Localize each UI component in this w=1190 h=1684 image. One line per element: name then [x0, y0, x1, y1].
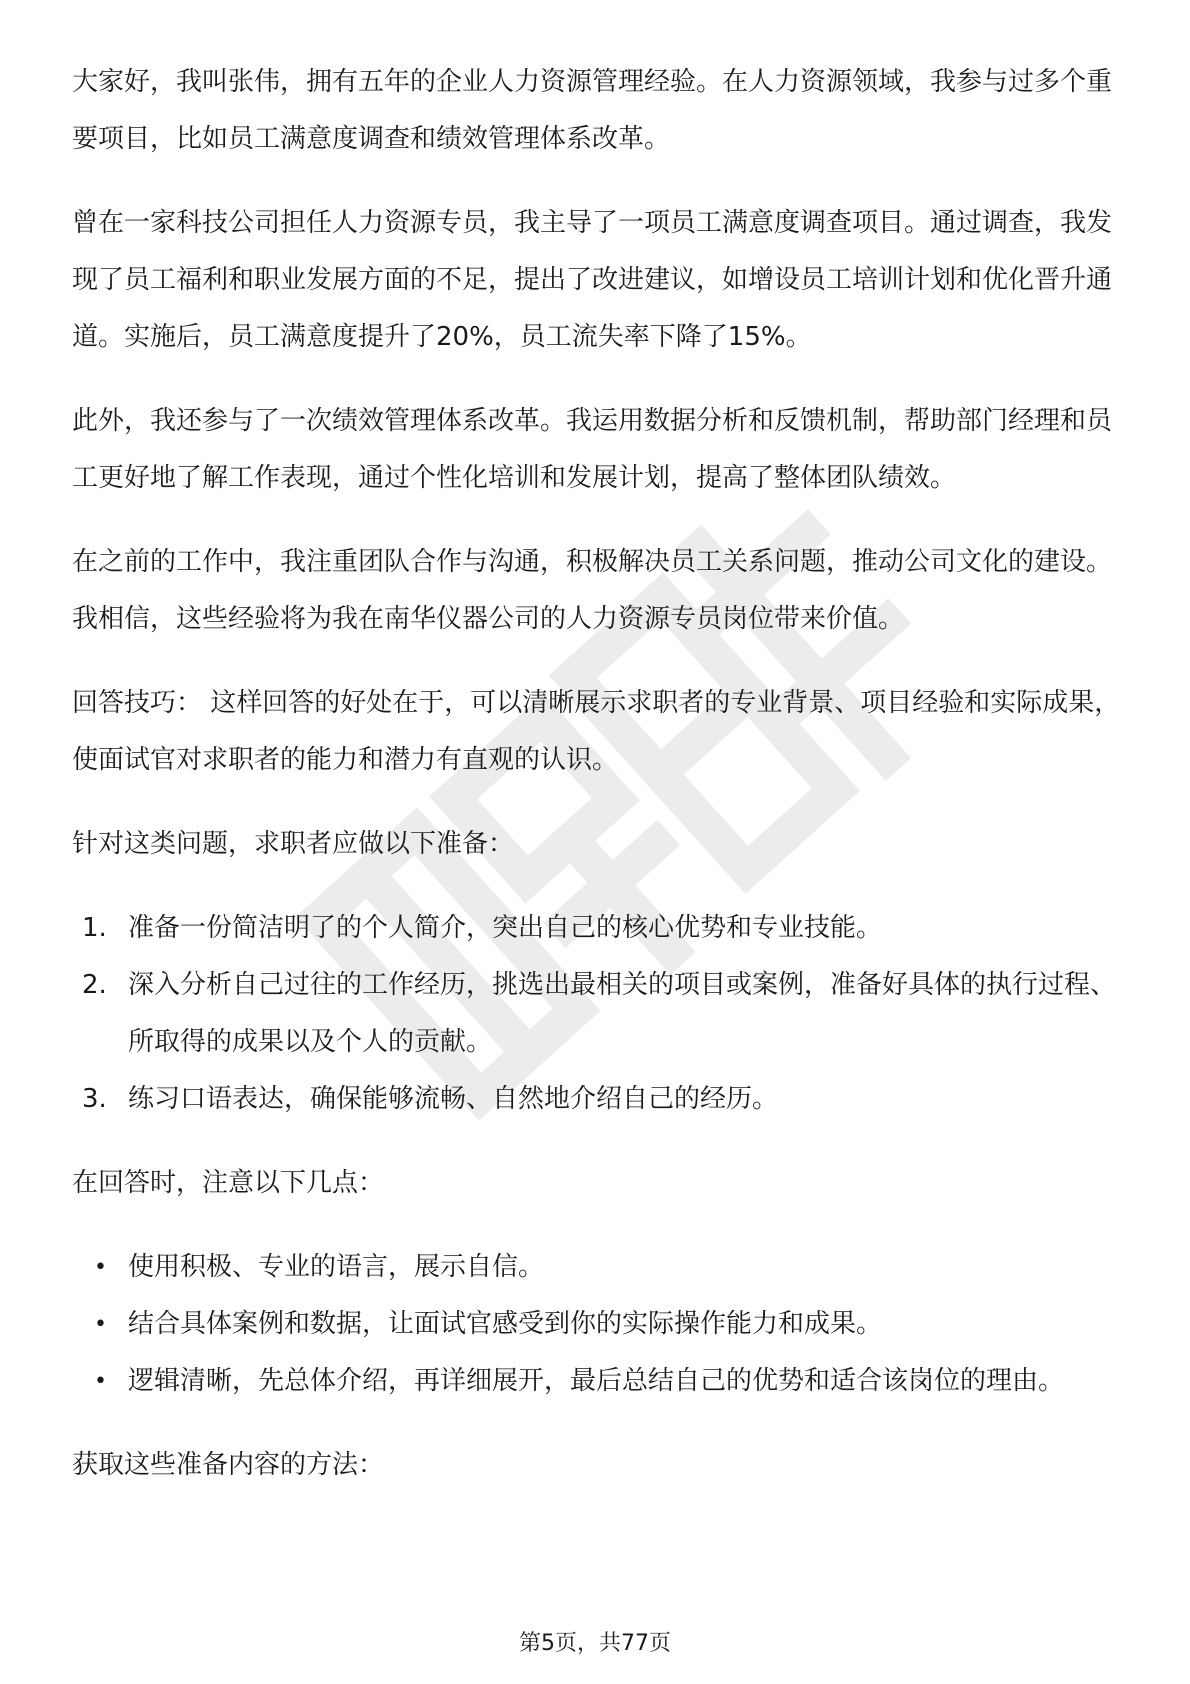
list-number: 1.	[82, 913, 107, 943]
closing-heading: 获取这些准备内容的方法：	[72, 1450, 385, 1480]
list-item-text: 使用积极、专业的语言，展示自信。	[128, 1252, 545, 1282]
teamwork-paragraph: 在之前的工作中，我注重团队合作与沟通，积极解决员工关系问题，推动公司文化的建设。我相信，这些经验将为我在南华仪器公司的人力资源专员岗位带来价值。	[72, 547, 1113, 634]
list-number: 3.	[82, 1084, 107, 1114]
preparation-intro: 针对这类问题，求职者应做以下准备：	[72, 829, 515, 859]
bullet-icon: •	[94, 1369, 107, 1394]
intro-paragraph: 大家好，我叫张伟，拥有五年的企业人力资源管理经验。在人力资源领域，我参与过多个重要项目，比如员工满意度调查和绩效管理体系改革。	[72, 67, 1113, 154]
bullet-icon: •	[94, 1255, 107, 1280]
list-item-text: 准备一份简洁明了的个人简介，突出自己的核心优势和专业技能。	[128, 913, 883, 943]
list-item	[72, 1296, 1132, 1353]
tips-list	[72, 1239, 1132, 1410]
list-item	[72, 1239, 1132, 1296]
page-number: 第5页，共77页	[519, 1631, 671, 1656]
list-item-text: 逻辑清晰，先总体介绍，再详细展开，最后总结自己的优势和适合该岗位的理由。	[128, 1366, 1065, 1396]
tips-intro: 在回答时，注意以下几点：	[72, 1168, 385, 1198]
list-number: 2.	[82, 970, 107, 1000]
answer-tips-paragraph: 回答技巧： 这样回答的好处在于，可以清晰展示求职者的专业背景、项目经验和实际成果，使面试官对求职者的能力和潜力有直观的认识。	[72, 688, 1121, 775]
preparation-list	[72, 900, 1132, 1128]
document-body	[72, 54, 1132, 1494]
list-item	[72, 900, 1132, 957]
list-item	[72, 1353, 1132, 1410]
list-item-text: 练习口语表达，确保能够流畅、自然地介绍自己的经历。	[128, 1084, 779, 1114]
list-item-text: 深入分析自己过往的工作经历，挑选出最相关的项目或案例，准备好具体的执行过程、所取得的成果以及个人的贡献。	[128, 970, 1117, 1057]
list-item	[72, 957, 1132, 1071]
performance-reform-paragraph: 此外，我还参与了一次绩效管理体系改革。我运用数据分析和反馈机制，帮助部门经理和员工更好地了解工作表现，通过个性化培训和发展计划，提高了整体团队绩效。	[72, 406, 1113, 493]
survey-project-paragraph: 曾在一家科技公司担任人力资源专员，我主导了一项员工满意度调查项目。通过调查，我发现了员工福利和职业发展方面的不足，提出了改进建议，如增设员工培训计划和优化晋升通道。实施后，员工满意度提升了20%，员工流失率下降了15%。	[72, 208, 1113, 352]
list-item	[72, 1071, 1132, 1128]
bullet-icon: •	[94, 1312, 107, 1337]
list-item-text: 结合具体案例和数据，让面试官感受到你的实际操作能力和成果。	[128, 1309, 883, 1339]
